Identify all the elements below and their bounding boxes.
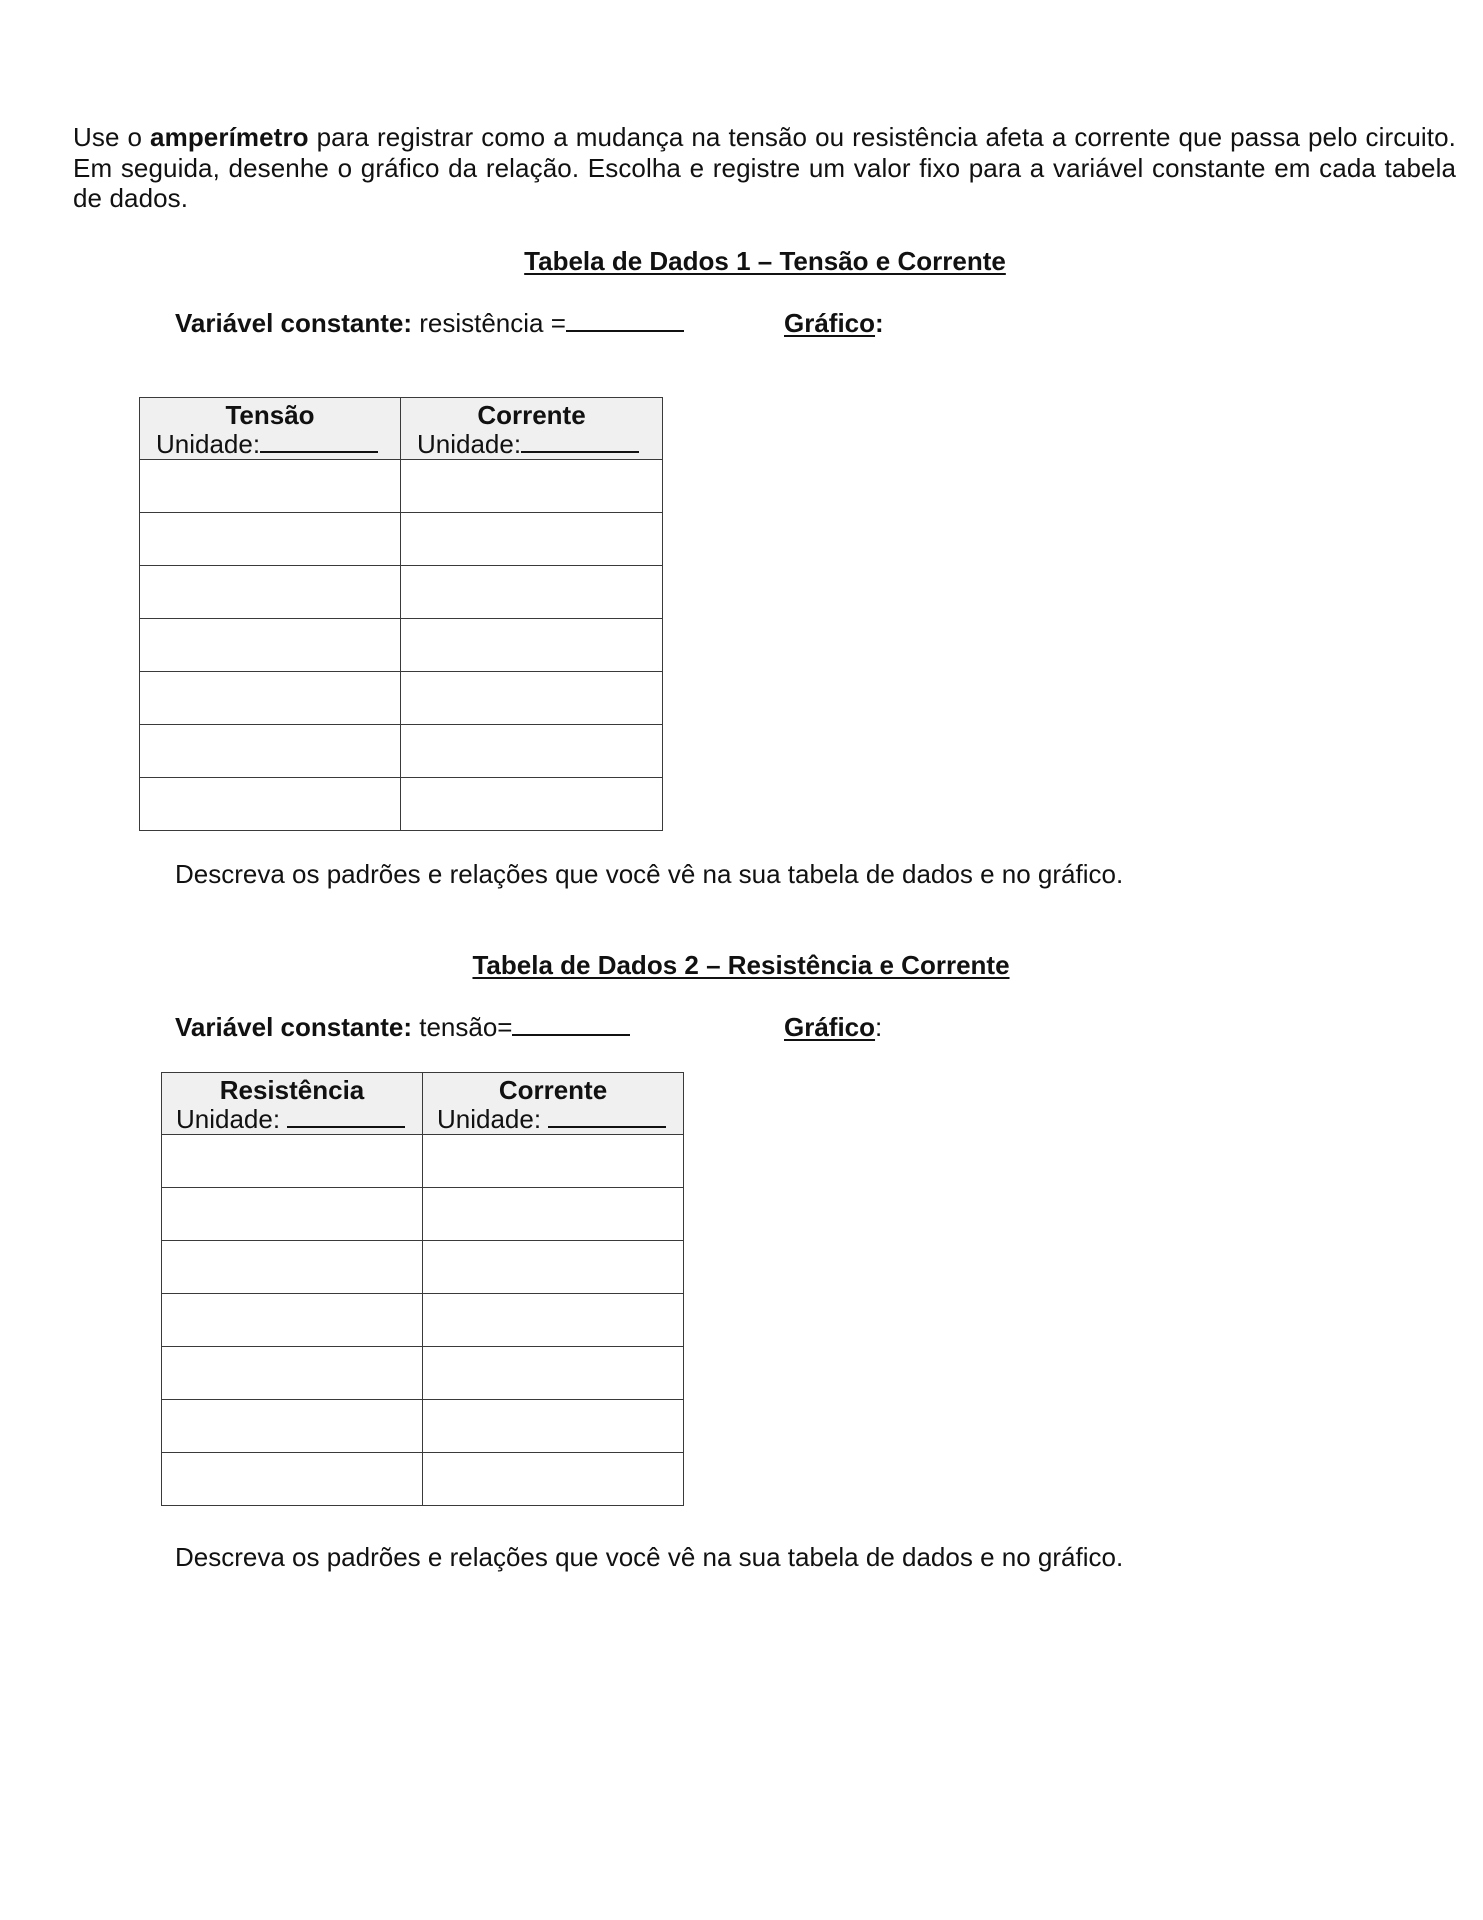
column-header-tensao [140,398,401,460]
table-row [140,619,663,672]
unit-line [423,1105,683,1133]
constant-variable-label: Variável constante: [175,1012,412,1042]
table-cell[interactable] [140,725,401,778]
table-row [162,1241,684,1294]
table-cell[interactable] [140,566,401,619]
unit-line [401,430,662,458]
column-name: Corrente [477,400,586,430]
table-row [140,460,663,513]
table-cell[interactable] [423,1400,684,1453]
instructions-keyword: amperímetro [150,122,309,152]
graph-label-colon: : [875,1012,883,1042]
constant-variable-text: resistência = [412,308,566,338]
table-cell[interactable] [401,566,663,619]
table-cell[interactable] [140,460,401,513]
unit-line [162,1105,422,1133]
constant-variable-2 [175,1012,630,1043]
graph-label-1 [784,308,884,339]
constant-value-field[interactable] [566,329,684,332]
table-header-row [140,398,663,460]
column-header-resistencia [162,1073,423,1135]
unit-field[interactable] [521,450,639,453]
instructions-paragraph [73,122,1456,214]
table-cell[interactable] [423,1188,684,1241]
table-cell[interactable] [162,1241,423,1294]
table-cell[interactable] [162,1347,423,1400]
table-row [140,725,663,778]
table-cell[interactable] [140,778,401,831]
table-row [162,1135,684,1188]
description-prompt-1: Descreva os padrões e relações que você vê na sua tabela de dados e no gráfico. [175,859,1124,889]
table-row [140,672,663,725]
table-row [140,778,663,831]
table-cell[interactable] [140,619,401,672]
table-row [162,1347,684,1400]
table-cell[interactable] [401,778,663,831]
graph-label-colon: : [875,308,884,338]
table-cell[interactable] [162,1188,423,1241]
table-cell[interactable] [162,1453,423,1506]
unit-line [140,430,400,458]
constant-variable-1 [175,308,684,339]
table-cell[interactable] [401,672,663,725]
table-cell[interactable] [401,725,663,778]
unit-field[interactable] [287,1125,405,1128]
table-cell[interactable] [423,1294,684,1347]
data-table-1 [139,397,663,831]
table-cell[interactable] [423,1453,684,1506]
table-cell[interactable] [401,619,663,672]
table-cell[interactable] [423,1347,684,1400]
table-row [140,566,663,619]
table-cell[interactable] [401,460,663,513]
table-row [162,1400,684,1453]
data-table-2-title: Tabela de Dados 2 – Resistência e Corrente [472,950,1010,980]
table-row [140,513,663,566]
table-row [162,1188,684,1241]
data-table-2 [161,1072,684,1506]
unit-label: Unidade: [156,429,261,459]
table-row [162,1453,684,1506]
table-header-row [162,1073,684,1135]
description-prompt-2: Descreva os padrões e relações que você vê na sua tabela de dados e no gráfico. [175,1542,1124,1572]
column-header-corrente [423,1073,684,1135]
table-cell[interactable] [162,1294,423,1347]
instructions-prefix: Use o [73,122,151,152]
column-name: Tensão [225,400,315,430]
constant-value-field[interactable] [512,1033,630,1036]
unit-label: Unidade: [176,1104,288,1134]
graph-label-2 [784,1012,882,1043]
constant-variable-label: Variável constante: [175,308,412,338]
table-cell[interactable] [423,1135,684,1188]
column-header-corrente [401,398,663,460]
table-cell[interactable] [140,513,401,566]
unit-label: Unidade: [437,1104,549,1134]
graph-label-text: Gráfico [784,1012,876,1042]
table-row [162,1294,684,1347]
table-cell[interactable] [423,1241,684,1294]
instructions-text: para registrar como a mudança na tensão ou resistência afeta a corrente que passa pelo circuito. Em seguida, desenhe o gráfico da relação. Escolha e registre um valor fixo para a variável constante em cada tabela de dados. [73,122,1456,213]
graph-label-text: Gráfico [784,308,876,338]
column-name: Corrente [498,1075,608,1105]
table-cell[interactable] [162,1400,423,1453]
data-table-1-title: Tabela de Dados 1 – Tensão e Corrente [524,246,1006,276]
constant-variable-text: tensão= [412,1012,513,1042]
table-cell[interactable] [162,1135,423,1188]
unit-field[interactable] [548,1125,666,1128]
table-cell[interactable] [140,672,401,725]
unit-field[interactable] [260,450,378,453]
unit-label: Unidade: [417,429,522,459]
table-cell[interactable] [401,513,663,566]
column-name: Resistência [219,1075,365,1105]
